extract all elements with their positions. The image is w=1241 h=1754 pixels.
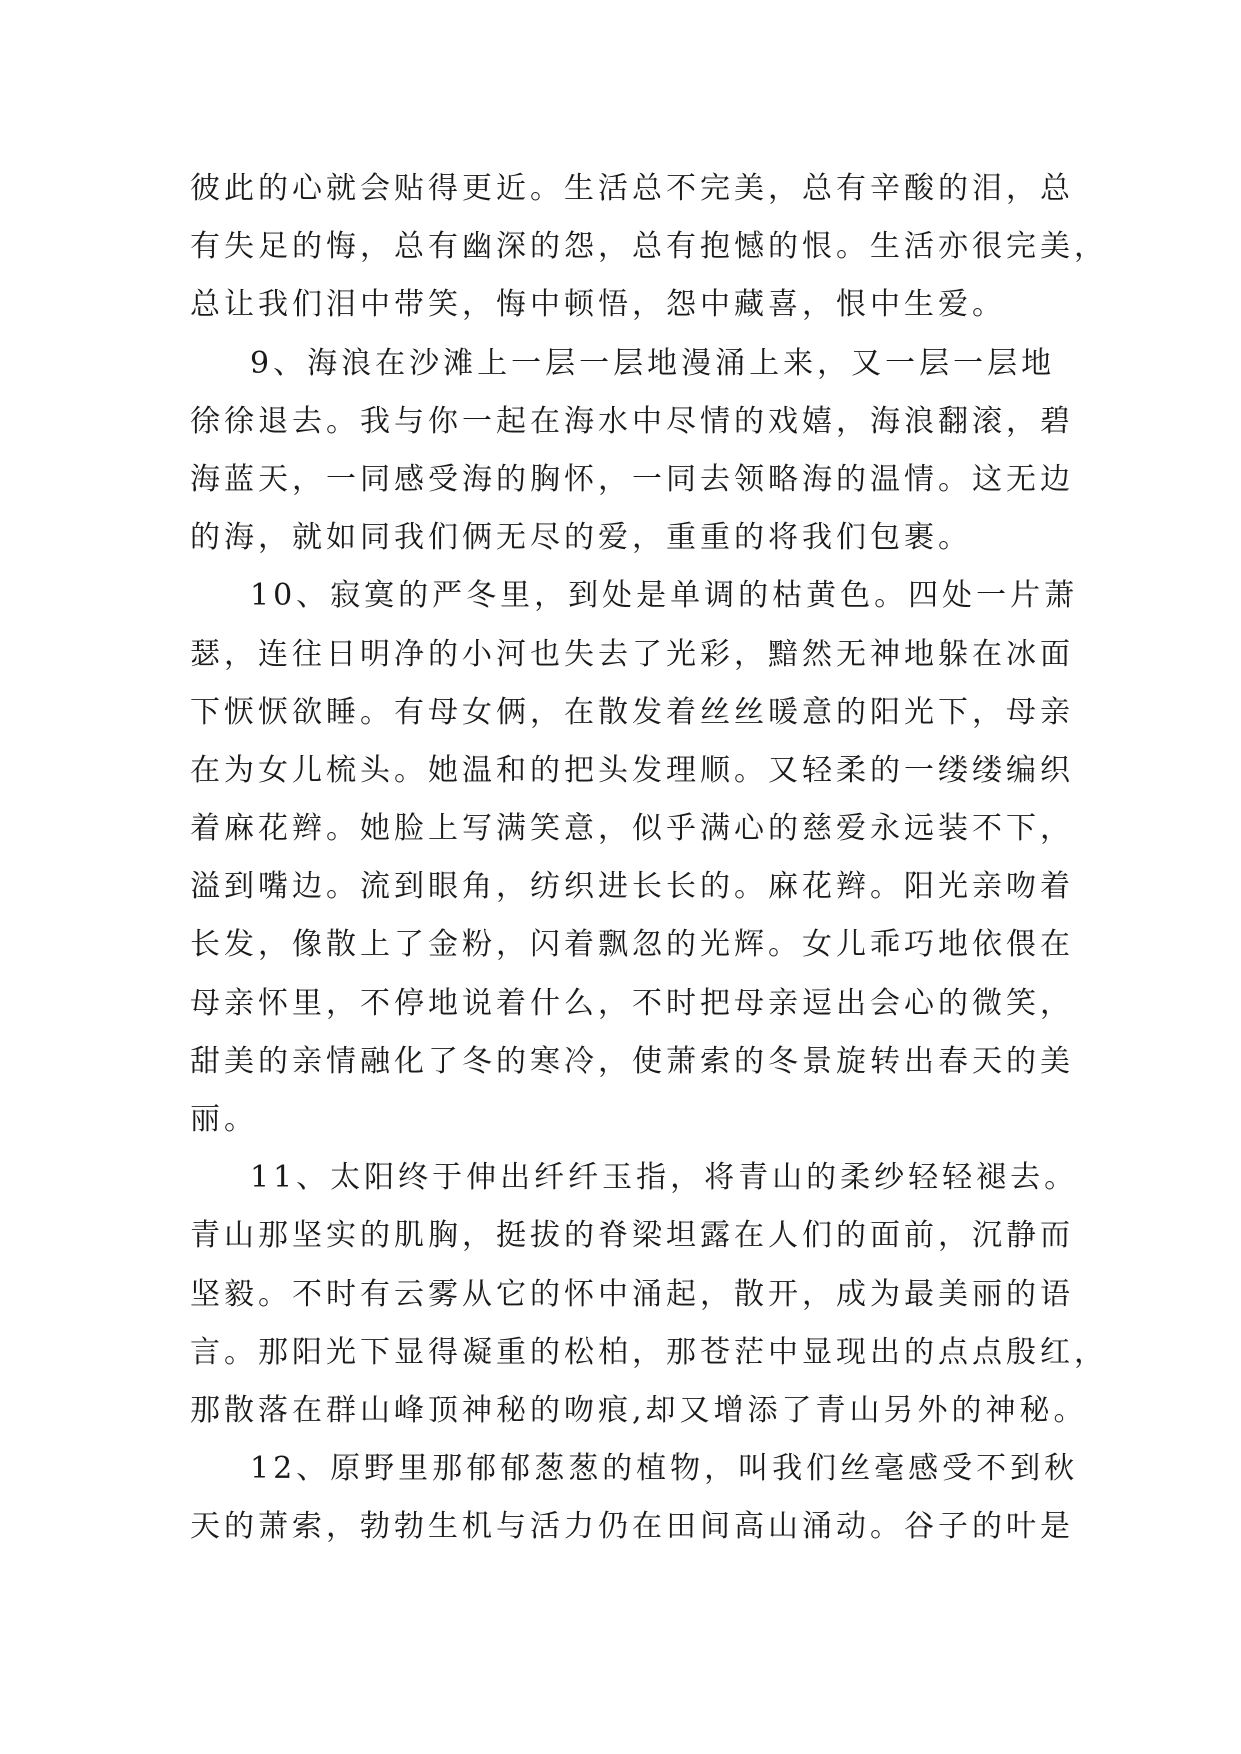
- paragraph-first-line: 12、原野里那郁郁葱葱的植物，叫我们丝毫感受不到秋: [250, 1451, 1079, 1487]
- text-line: 瑟，连往日明净的小河也失去了光彩，黯然无神地躲在冰面: [190, 636, 1074, 672]
- text-line: 天的萧索，勃勃生机与活力仍在田间高山涌动。谷子的叶是: [190, 1509, 1074, 1545]
- body-text: [190, 160, 1108, 1557]
- paragraph-first-line: 9、海浪在沙滩上一层一层地漫涌上来，又一层一层地: [250, 345, 1056, 381]
- paragraph-first-line: 11、太阳终于伸出纤纤玉指，将青山的柔纱轻轻褪去。: [250, 1160, 1079, 1196]
- text-line: 着麻花辫。她脸上写满笑意，似乎满心的慈爱永远装不下，: [190, 811, 1074, 847]
- text-line: 有失足的悔，总有幽深的怨，总有抱憾的恨。生活亦很完美，: [190, 229, 1108, 265]
- text-line: 甜美的亲情融化了冬的寒冷，使萧索的冬景旋转出春天的美: [190, 1043, 1074, 1079]
- text-line: 下恹恹欲睡。有母女俩，在散发着丝丝暖意的阳光下，母亲: [190, 694, 1074, 730]
- text-line: 彼此的心就会贴得更近。生活总不完美，总有辛酸的泪，总: [190, 171, 1074, 206]
- text-line: 青山那坚实的肌胸，挺拔的脊梁坦露在人们的面前，沉静而: [190, 1218, 1074, 1254]
- text-line: 溢到嘴边。流到眼角，纺织进长长的。麻花辫。阳光亲吻着: [190, 869, 1074, 905]
- text-line: 言。那阳光下显得凝重的松柏，那苍茫中显现出的点点殷红，: [190, 1334, 1108, 1370]
- text-line: 坚毅。不时有云雾从它的怀中涌起，散开，成为最美丽的语: [190, 1276, 1074, 1312]
- text-line: 在为女儿梳头。她温和的把头发理顺。又轻柔的一缕缕编织: [190, 752, 1074, 788]
- text-line: 的海，就如同我们俩无尽的爱，重重的将我们包裹。: [190, 520, 972, 556]
- text-line: 母亲怀里，不停地说着什么，不时把母亲逗出会心的微笑，: [190, 985, 1074, 1021]
- text-line: 徐徐退去。我与你一起在海水中尽情的戏嬉，海浪翻滚，碧: [190, 403, 1074, 439]
- text-line: 丽。: [190, 1102, 258, 1137]
- text-line: 海蓝天，一同感受海的胸怀，一同去领略海的温情。这无边: [190, 461, 1074, 497]
- text-line: 那散落在群山峰顶神秘的吻痕,却又增添了青山另外的神秘。: [190, 1392, 1088, 1428]
- text-line: 总让我们泪中带笑，悔中顿悟，怨中藏喜，恨中生爱。: [190, 287, 1006, 323]
- paragraph-first-line: 10、寂寞的严冬里，到处是单调的枯黄色。四处一片萧: [250, 578, 1079, 614]
- text-line: 长发，像散上了金粉，闪着飘忽的光辉。女儿乖巧地依偎在: [190, 927, 1074, 963]
